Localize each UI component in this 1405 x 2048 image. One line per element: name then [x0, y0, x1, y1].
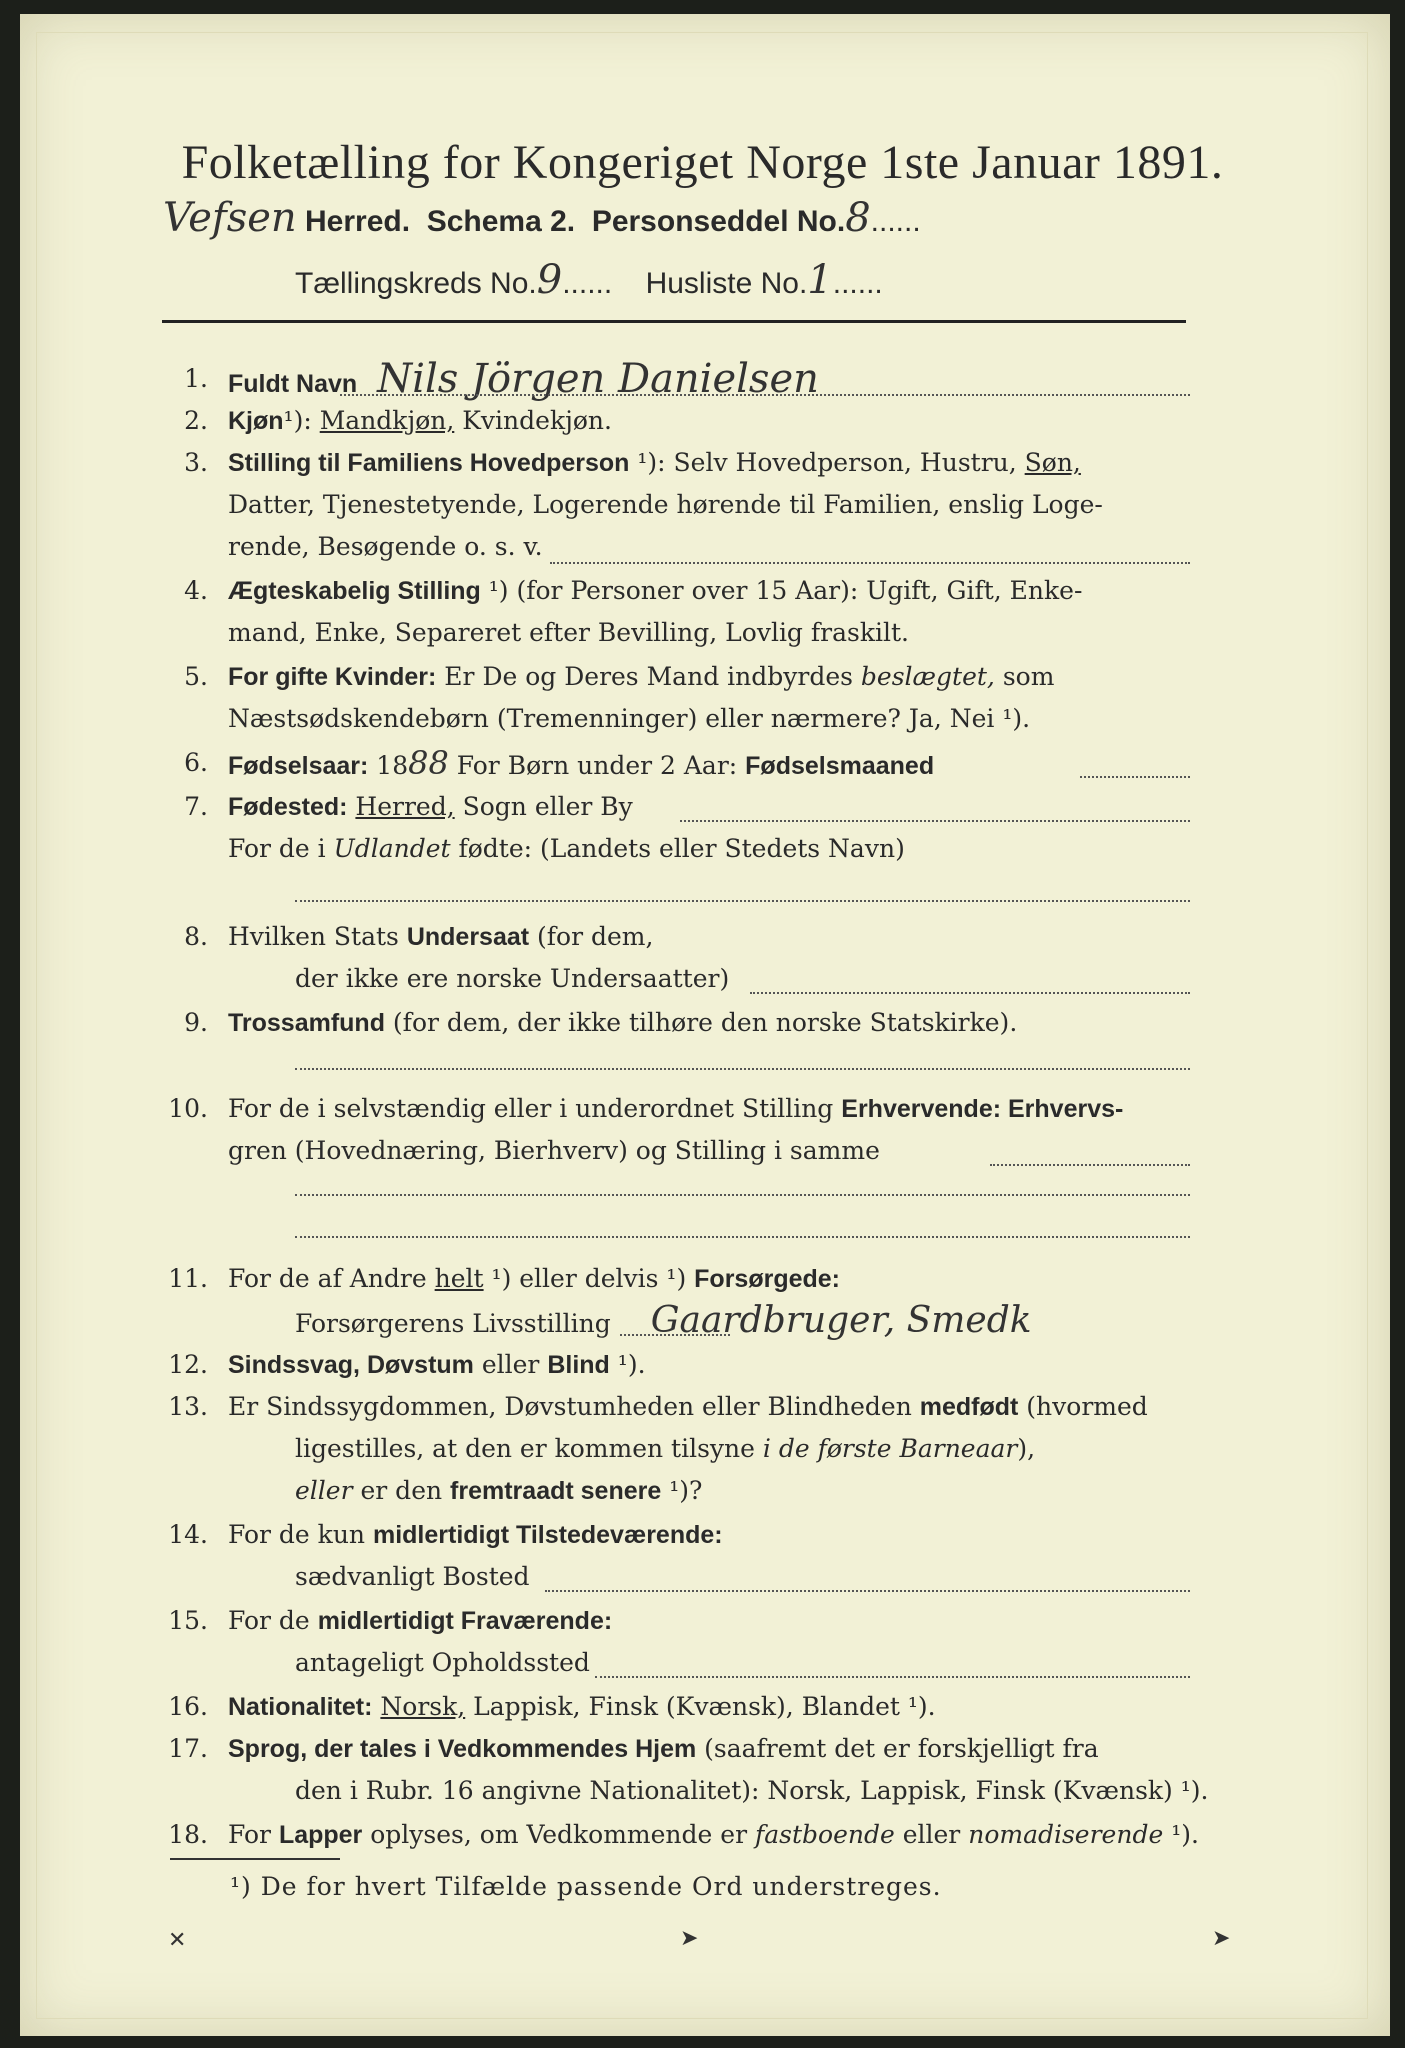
item-label: Erhvervende: Erhvervs-	[841, 1095, 1124, 1123]
italic-text: Udlandet	[333, 834, 451, 863]
item-number: 8.	[184, 922, 208, 951]
item-label: Fuldt Navn	[228, 370, 358, 398]
herred-label: Herred.	[305, 205, 411, 238]
item-number: 5.	[184, 662, 208, 691]
item-text: For Børn under 2 Aar:	[448, 751, 746, 780]
kreds-handwriting: 9	[536, 257, 563, 303]
underlined-option: Søn,	[1024, 448, 1081, 477]
footnote-rule	[170, 1858, 340, 1860]
item-number: 13.	[168, 1392, 208, 1421]
item-text: Forsørgerens Livsstilling	[295, 1309, 611, 1338]
herred-handwriting: Vefsen	[163, 195, 297, 241]
item-text: ),	[1017, 1434, 1036, 1463]
item-number: 11.	[168, 1264, 208, 1293]
item-label: Lapper	[278, 1821, 363, 1849]
underlined-option: helt	[434, 1264, 484, 1293]
name-handwriting: Nils Jörgen Danielsen	[377, 356, 819, 402]
item-label: midlertidigt Fraværende:	[317, 1607, 613, 1635]
item-label: Fødselsmaaned	[745, 752, 935, 780]
item-text: Hvilken Stats	[228, 922, 407, 951]
item-number: 12.	[168, 1350, 208, 1379]
item-text: (for dem, der ikke tilhøre den norske Statskirke).	[384, 1008, 1018, 1037]
item-label: Stilling til Familiens Hovedperson	[228, 449, 630, 477]
item-text: For	[228, 1820, 279, 1849]
item-label: Fødselsaar:	[228, 752, 369, 780]
item-text: ¹) (for Personer over 15 Aar): Ugift, Gift, Enke-	[480, 576, 1083, 605]
italic-text: fastboende	[754, 1820, 895, 1849]
item-text: eller	[473, 1350, 548, 1379]
arrow-mark-icon: ➤	[1212, 1926, 1231, 1951]
form-title: Folketælling for Kongeriget Norge 1ste Januar 1891.	[181, 136, 1224, 189]
item-number: 2.	[184, 406, 208, 435]
item-number: 15.	[168, 1606, 208, 1635]
item-label: Trossamfund	[228, 1009, 385, 1037]
item-text: (saafremt det er forskjelligt fra	[696, 1734, 1099, 1763]
item-text: Sogn eller By	[454, 792, 633, 821]
item-text: som	[994, 662, 1055, 691]
item-text: ¹): Selv Hovedperson, Hustru,	[629, 448, 1025, 477]
item-text: ligestilles, at den er kommen tilsyne	[295, 1434, 763, 1463]
item-label: midlertidigt Tilstedeværende:	[372, 1521, 723, 1549]
item-text: gren (Hovednæring, Bierhverv) og Stilling i samme	[228, 1136, 880, 1165]
italic-text: eller	[295, 1476, 353, 1505]
provider-occupation-handwriting: Gaardbruger, Smedk	[650, 1300, 1032, 1341]
item-text: ¹)?	[661, 1476, 703, 1505]
item-text: For de i selvstændig eller i underordnet Stilling	[228, 1094, 842, 1123]
item-text: Er De og Deres Mand indbyrdes	[436, 662, 861, 691]
item-text: fødte: (Landets eller Stedets Navn)	[450, 834, 905, 863]
item-text: (hvormed	[1018, 1392, 1148, 1421]
item-number: 7.	[184, 792, 208, 821]
item-number: 16.	[168, 1692, 208, 1721]
item-text: For de i	[228, 834, 334, 863]
item-number: 1.	[184, 364, 208, 393]
item-text: ¹).	[1163, 1820, 1199, 1849]
item-text: For de kun	[228, 1520, 373, 1549]
item-text: den i Rubr. 16 angivne Nationalitet): Norsk, Lappisk, Finsk (Kvænsk) ¹).	[295, 1776, 1209, 1805]
underlined-option: Herred,	[355, 792, 455, 821]
italic-text: beslægtet,	[860, 662, 995, 691]
item-text: sædvanligt Bosted	[295, 1562, 530, 1591]
item-label: For gifte Kvinder:	[228, 663, 437, 691]
item-label: Sindssvag, Døvstum	[228, 1351, 474, 1379]
item-text: ¹) eller delvis ¹)	[483, 1264, 695, 1293]
registration-mark-icon: ✕	[168, 1928, 187, 1953]
item-text: ¹):	[283, 406, 320, 435]
kreds-label: Tællingskreds No.	[295, 267, 537, 300]
item-text: For de	[228, 1606, 318, 1635]
schema-label: Schema 2.	[426, 205, 576, 238]
item-label: fremtraadt senere	[450, 1477, 662, 1505]
item-text: rende, Besøgende o. s. v.	[228, 532, 543, 561]
footnote: ¹) De for hvert Tilfælde passende Ord understreges.	[230, 1872, 942, 1901]
item-number: 6.	[184, 748, 208, 777]
underlined-option: Norsk,	[380, 1692, 466, 1721]
birth-year-handwriting: 88	[408, 744, 449, 782]
header-line-1: Vefsen Herred. Schema 2. Personseddel No.8......	[163, 195, 921, 241]
item-label: Fødested:	[228, 793, 348, 821]
item-number: 14.	[168, 1520, 208, 1549]
personseddel-label: Personseddel No.	[591, 205, 846, 238]
item-number: 4.	[184, 576, 208, 605]
item-number: 17.	[168, 1734, 208, 1763]
underlined-option: Mandkjøn,	[319, 406, 455, 435]
item-number: 10.	[168, 1094, 208, 1123]
item-text: Næstsødskendebørn (Tremenninger) eller nærmere? Ja, Nei ¹).	[228, 704, 1031, 733]
husliste-handwriting: 1	[807, 257, 833, 303]
item-number: 9.	[184, 1008, 208, 1037]
item-text: mand, Enke, Separeret efter Bevilling, Lovlig fraskilt.	[228, 618, 909, 647]
item-label: Blind	[547, 1351, 610, 1379]
item-label: Ægteskabelig Stilling	[228, 577, 481, 605]
item-number: 3.	[184, 448, 208, 477]
husliste-label: Husliste No.	[645, 267, 808, 300]
italic-text: nomadiserende	[968, 1820, 1164, 1849]
item-label: Forsørgede:	[694, 1265, 841, 1293]
item-label: Undersaat	[406, 923, 530, 951]
italic-text: i de første Barneaar	[762, 1434, 1018, 1463]
arrow-mark-icon: ➤	[680, 1926, 699, 1951]
item-number: 18.	[168, 1820, 208, 1849]
item-text: For de af Andre	[228, 1264, 435, 1293]
item-label: medfødt	[919, 1393, 1019, 1421]
item-text: 18	[368, 751, 409, 780]
item-text: eller	[894, 1820, 969, 1849]
item-text: antageligt Opholdssted	[295, 1648, 590, 1677]
item-label: Nationalitet:	[228, 1693, 373, 1721]
personseddel-handwriting: 8	[845, 195, 871, 241]
item-text: er den	[352, 1476, 451, 1505]
item-text: Er Sindssygdommen, Døvstumheden eller Blindheden	[228, 1392, 920, 1421]
item-text: Lappisk, Finsk (Kvænsk), Blandet ¹).	[465, 1692, 936, 1721]
item-text: (for dem,	[529, 922, 654, 951]
item-text: oplyses, om Vedkommende er	[362, 1820, 755, 1849]
header-line-2: Tællingskreds No.9...... Husliste No.1......	[295, 257, 883, 303]
item-text: der ikke ere norske Undersaatter)	[295, 964, 730, 993]
item-label: Sprog, der tales i Vedkommendes Hjem	[228, 1735, 697, 1763]
item-text: Kvindekjøn.	[454, 406, 612, 435]
item-text: Datter, Tjenestetyende, Logerende hørende til Familien, enslig Loge-	[228, 490, 1103, 519]
item-label: Kjøn	[228, 407, 284, 435]
header-rule	[162, 320, 1186, 323]
item-text: ¹).	[609, 1350, 646, 1379]
